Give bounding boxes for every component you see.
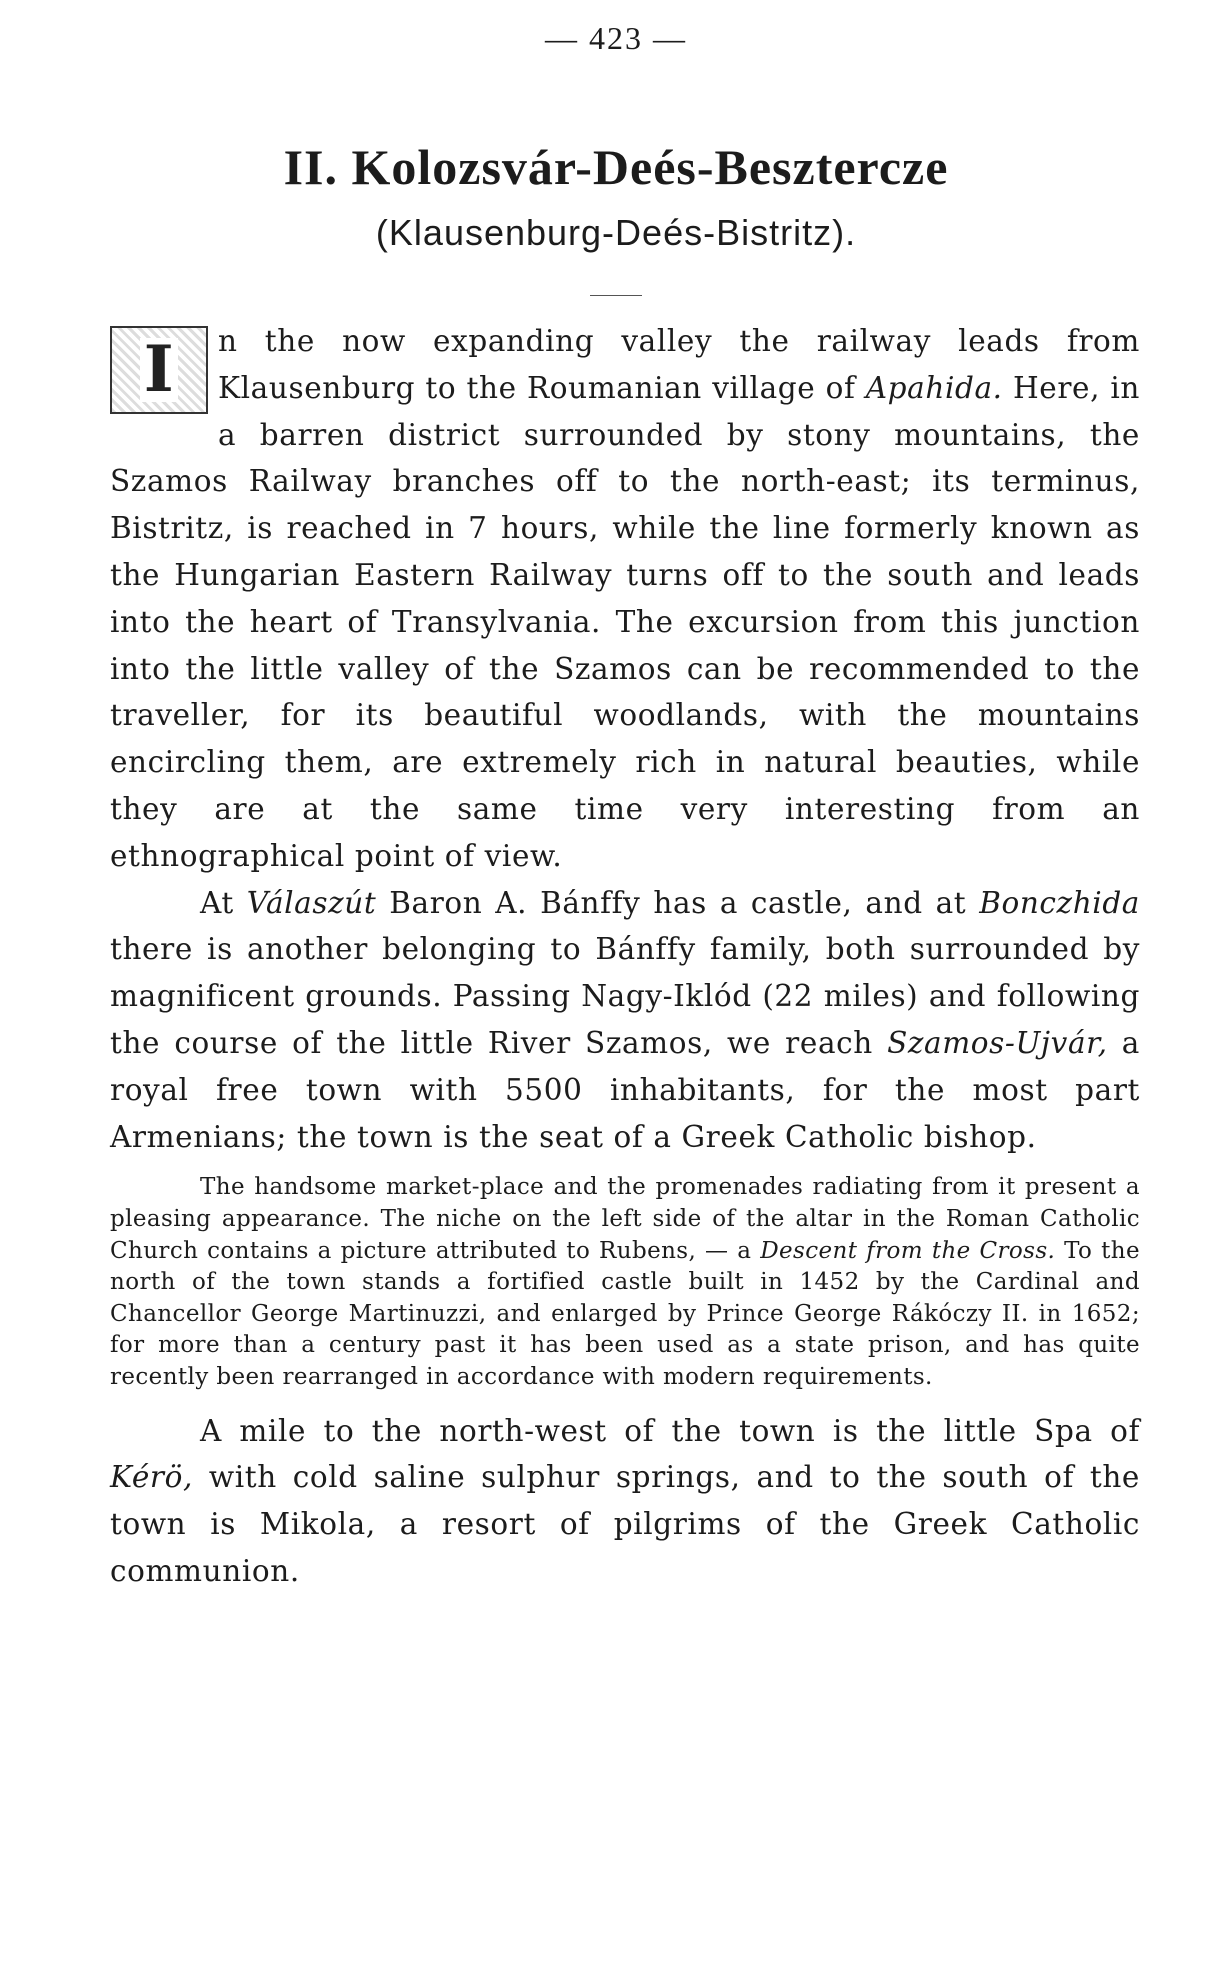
paragraph-kero-part-b: with cold saline sulphur springs, and to the south of the town is Mikola, a resort of pilgrims of the Greek Catholic communion. xyxy=(110,1460,1140,1588)
place-valaszut: Válaszút xyxy=(246,885,377,920)
paragraph-small xyxy=(110,1172,1140,1393)
paragraph-banffy-part-a: At xyxy=(200,885,247,920)
drop-cap-letter: I xyxy=(140,338,179,402)
drop-cap-ornament xyxy=(110,326,208,414)
paragraph-banffy-part-c: there is another belonging to Bánffy family, both surrounded by magnificent grounds. Passing Nagy-Iklód (22 miles) and following the course of the little River Szamos, we reach xyxy=(110,932,1140,1060)
small-print-note xyxy=(110,1172,1140,1393)
small-part-b: To the north of the town stands a fortified castle built in 1452 by the Cardinal and Chancellor George Martinuzzi, and enlarged by Prince George Rákóczy II. in 1652; for more than a century past it has been used as a state prison, and has quite recently been rearranged in accordance with modern requirements. xyxy=(110,1237,1141,1390)
body-text xyxy=(110,318,1140,1595)
place-szamos-ujvar: Szamos-Ujvár, xyxy=(887,1025,1108,1060)
place-apahida: Apahida. xyxy=(865,370,1003,405)
small-part-a: The handsome market-place and the promenades radiating from it present a pleasing appearance. The niche on the left side of the altar in the Roman Catholic Church contains a picture attributed to Rubens, — a xyxy=(110,1174,1140,1264)
paragraph-kero-part-a: A mile to the north-west of the town is the little Spa of xyxy=(200,1413,1140,1448)
paragraph-banffy-part-b: Baron A. Bánffy has a castle, and at xyxy=(376,885,980,920)
paragraph-intro-rest: Here, in a barren district surrounded by stony mountains, the Szamos Railway branches off to the north-east; its terminus, Bistritz, is reached in 7 hours, while the line formerly known as the Hungarian Eastern Railway turns off to the south and leads into the heart of Transylvania. The excursion from this junction into the little valley of the Szamos can be recommended to the traveller, for its beautiful woodlands, with the mountains encircling them, are extremely rich in natural beauties, while they are at the same time very interesting from an ethnographical point of view. xyxy=(110,370,1140,873)
paragraph-intro xyxy=(110,318,1140,880)
paragraph-banffy-part-d: a royal free town with 5500 inhabitants, for the most part Armenians; the town is the seat of a Greek Catholic bishop. xyxy=(110,1025,1140,1154)
title-divider xyxy=(590,295,642,296)
paragraph-intro-start: n the now expanding valley the railway leads from Klausenburg to the Roumanian village of xyxy=(218,324,1140,405)
artwork-title: Descent from the Cross. xyxy=(760,1237,1056,1264)
paragraph-banffy xyxy=(110,880,1140,1161)
chapter-subtitle: (Klausenburg-Deés-Bistritz). xyxy=(375,212,857,253)
place-kero: Kérö, xyxy=(110,1460,193,1495)
page-number: — 423 — xyxy=(545,20,687,56)
paragraph-kero xyxy=(110,1408,1140,1595)
place-bonczhida: Bonczhida xyxy=(979,885,1140,920)
chapter-title: II. Kolozsvár-Deés-Besztercze xyxy=(283,139,949,195)
